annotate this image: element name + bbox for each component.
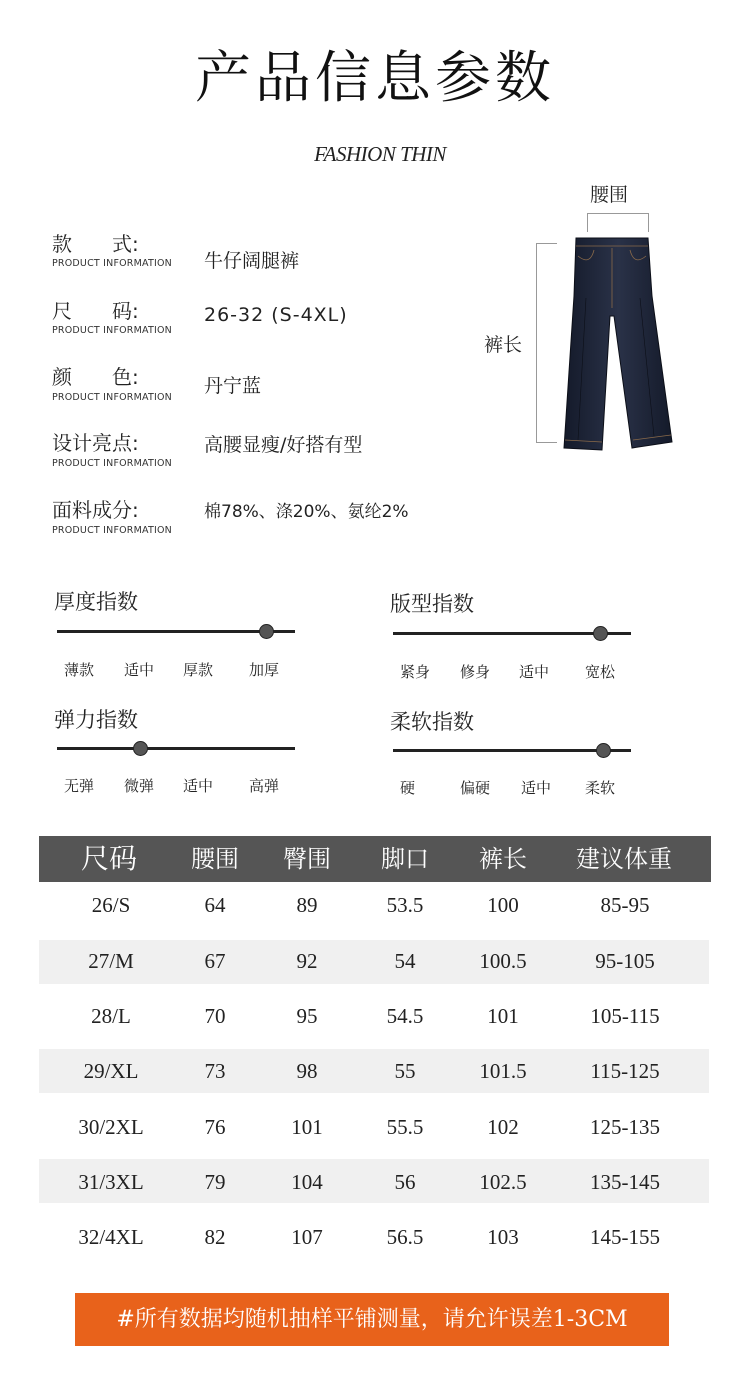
info-label-design: 设计亮点: [52, 431, 139, 455]
index-option: 硬 [400, 779, 416, 797]
info-label-size: 尺 码: [52, 299, 139, 323]
table-cell: 95 [296, 1004, 318, 1028]
index-option: 紧身 [400, 663, 431, 681]
info-label-color: 颜 色: [52, 365, 139, 389]
index-option: 适中 [521, 779, 552, 797]
index-title-thickness: 厚度指数 [54, 590, 138, 614]
index-title-softness: 柔软指数 [390, 710, 474, 734]
table-cell: 102.5 [479, 1170, 527, 1194]
index-track-elasticity [57, 747, 295, 750]
table-cell: 125-135 [590, 1115, 660, 1139]
table-cell: 64 [204, 893, 226, 917]
index-option: 薄款 [64, 661, 95, 679]
table-header-cell: 建议体重 [576, 845, 672, 873]
index-option: 适中 [519, 663, 550, 681]
table-cell: 103 [487, 1225, 519, 1249]
length-bracket [536, 243, 557, 443]
table-cell: 101 [291, 1115, 323, 1139]
page-subtitle: FASHION THIN [314, 142, 446, 166]
info-label-fabric: 面料成分: [52, 498, 139, 522]
index-option: 适中 [124, 661, 155, 679]
table-cell: 79 [204, 1170, 226, 1194]
index-option: 厚款 [183, 661, 214, 679]
index-option: 微弹 [124, 777, 155, 795]
info-value-size: 26-32 (S-4XL) [204, 304, 348, 326]
table-cell: 55.5 [386, 1115, 424, 1139]
table-cell: 31/3XL [78, 1170, 144, 1194]
index-marker-thickness [259, 624, 274, 639]
table-cell: 101 [487, 1004, 519, 1028]
table-cell: 115-125 [590, 1059, 660, 1083]
table-cell: 55 [394, 1059, 416, 1083]
table-cell: 82 [204, 1225, 226, 1249]
table-cell: 56 [394, 1170, 416, 1194]
table-cell: 89 [296, 893, 318, 917]
index-option: 加厚 [249, 661, 280, 679]
table-cell: 100.5 [479, 949, 527, 973]
info-value-fabric: 棉78%、涤20%、氨纶2% [204, 502, 409, 522]
table-header-cell: 尺码 [80, 842, 137, 875]
table-cell: 56.5 [386, 1225, 424, 1249]
table-cell: 104 [291, 1170, 323, 1194]
table-cell: 67 [204, 949, 226, 973]
info-sub-fabric: PRODUCT INFORMATION [52, 525, 172, 536]
info-value-design: 高腰显瘦/好搭有型 [204, 434, 363, 456]
table-cell: 105-115 [590, 1004, 660, 1028]
info-sub-size: PRODUCT INFORMATION [52, 325, 172, 336]
table-cell: 76 [204, 1115, 226, 1139]
table-cell: 102 [487, 1115, 519, 1139]
page-title: 产品信息参数 [195, 46, 555, 111]
table-cell: 73 [204, 1059, 226, 1083]
table-header-cell: 脚口 [381, 845, 429, 873]
waist-label: 腰围 [590, 184, 629, 206]
table-header-cell: 臀围 [283, 845, 331, 873]
table-cell: 98 [296, 1059, 318, 1083]
table-cell: 101.5 [479, 1059, 527, 1083]
table-cell: 29/XL [83, 1059, 139, 1083]
index-option: 适中 [183, 777, 214, 795]
table-cell: 92 [296, 949, 318, 973]
table-cell: 135-145 [590, 1170, 660, 1194]
index-marker-fit [593, 626, 608, 641]
info-sub-design: PRODUCT INFORMATION [52, 458, 172, 469]
index-title-elasticity: 弹力指数 [54, 708, 138, 732]
info-value-color: 丹宁蓝 [204, 375, 262, 397]
table-cell: 145-155 [590, 1225, 660, 1249]
jeans-image [560, 236, 690, 454]
index-option: 修身 [460, 663, 491, 681]
info-sub-color: PRODUCT INFORMATION [52, 392, 172, 403]
info-label-style: 款 式: [52, 232, 139, 256]
info-value-style: 牛仔阔腿裤 [204, 250, 300, 272]
note-text: #所有数据均随机抽样平铺测量，请允许误差1-3CM [116, 1307, 628, 1332]
table-cell: 70 [204, 1004, 226, 1028]
index-marker-softness [596, 743, 611, 758]
index-option: 无弹 [64, 777, 95, 795]
index-option: 柔软 [585, 779, 616, 797]
table-cell: 28/L [91, 1004, 131, 1028]
table-cell: 100 [487, 893, 519, 917]
info-sub-style: PRODUCT INFORMATION [52, 258, 172, 269]
table-header-cell: 裤长 [479, 845, 527, 873]
index-marker-elasticity [133, 741, 148, 756]
table-cell: 53.5 [386, 893, 424, 917]
table-cell: 95-105 [595, 949, 655, 973]
waist-bracket [587, 213, 649, 232]
length-label: 裤长 [484, 334, 523, 356]
table-header-cell: 腰围 [191, 845, 239, 873]
table-cell: 54.5 [386, 1004, 424, 1028]
table-cell: 27/M [88, 949, 134, 973]
index-option: 宽松 [585, 663, 616, 681]
index-option: 偏硬 [460, 779, 491, 797]
table-cell: 54 [394, 949, 416, 973]
table-cell: 30/2XL [78, 1115, 144, 1139]
table-cell: 107 [291, 1225, 323, 1249]
index-title-fit: 版型指数 [390, 592, 474, 616]
table-cell: 85-95 [600, 893, 650, 917]
table-cell: 32/4XL [78, 1225, 144, 1249]
table-cell: 26/S [91, 893, 131, 917]
index-option: 高弹 [249, 777, 280, 795]
